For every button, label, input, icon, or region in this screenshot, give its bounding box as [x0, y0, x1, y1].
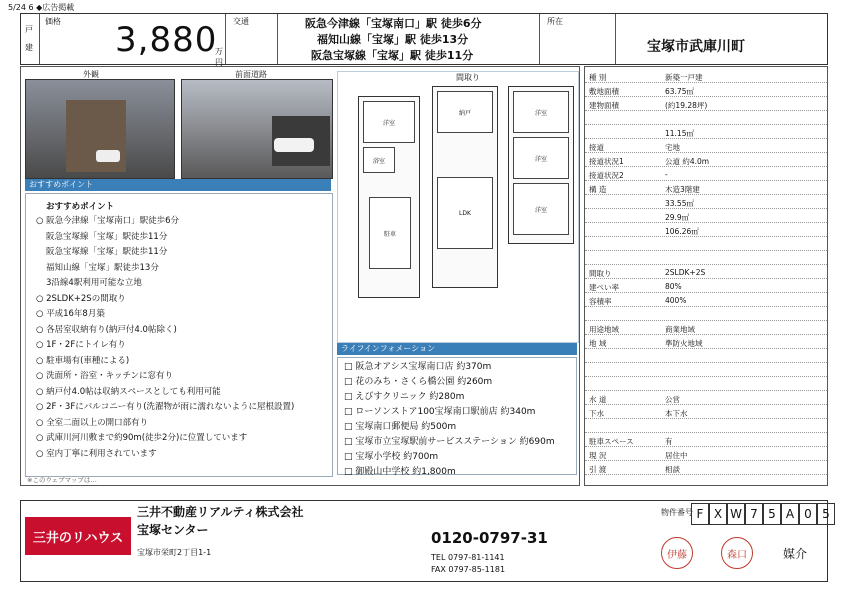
floorplan-1f: 洋室 浴室 駐車: [358, 96, 420, 298]
stamp-2: 森口: [721, 537, 753, 569]
phone-free: 0120-0797-31: [431, 529, 548, 547]
spec-row: [585, 351, 827, 363]
spec-row: [585, 337, 827, 349]
spec-key: 間取り: [589, 269, 612, 278]
list-item: ○ 2F・3Fにバルコニー有り(洗濯物が雨に濡れないように屋根設置): [36, 402, 295, 412]
list-item: □ ローソンストア100宝塚南口駅前店 約340m: [344, 407, 536, 417]
spec-table: [584, 66, 828, 486]
list-item: □ 花のみち・さくら橋公園 約260m: [344, 377, 493, 387]
spec-row: [585, 85, 827, 97]
spec-key: 接道: [589, 143, 604, 152]
spec-key: 接道状況2: [589, 171, 624, 180]
price-cell: [39, 14, 226, 67]
floorplan-caption: 間取り: [456, 73, 480, 82]
location-cell: [615, 14, 827, 64]
branch-address: 宝塚市栄町2丁目1-1: [137, 548, 212, 557]
spec-row: [585, 71, 827, 83]
spec-value: 本下水: [665, 409, 688, 418]
list-item: 阪急宝塚線「宝塚」駅徒歩11分: [46, 231, 168, 242]
list-item: ○ 洗面所・浴室・キッチンに窓有り: [36, 371, 174, 381]
spec-value: 公営: [665, 395, 680, 404]
branch-name: 宝塚センター: [137, 523, 209, 537]
spec-value: 63.75㎡: [665, 87, 694, 96]
spec-key: 駐車スペース: [589, 437, 634, 446]
spec-row: [585, 309, 827, 321]
code-char: 5: [817, 503, 835, 525]
company-name: 三井不動産リアルティ株式会社: [137, 505, 304, 519]
road-photo: [181, 79, 333, 179]
spec-row: [585, 225, 827, 237]
location-label-cell: [539, 14, 616, 64]
stamp-1: 伊藤: [661, 537, 693, 569]
spec-key: 用途地域: [589, 325, 619, 334]
spec-key: 敷地面積: [589, 87, 619, 96]
spec-value: 106.26㎡: [665, 227, 699, 236]
spec-row: [585, 407, 827, 419]
list-item: □ 宝塚小学校 約700m: [344, 452, 439, 462]
list-item: ○ 駐車場有(車種による): [36, 355, 130, 366]
list-item: ○ 平成16年8月築: [36, 309, 105, 319]
spec-key: 建ぺい率: [589, 283, 619, 292]
access-line-2: 福知山線「宝塚」駅 徒歩13分: [317, 33, 469, 46]
location-value: 宝塚市武庫川町: [647, 39, 745, 55]
tel: TEL 0797-81-1141: [431, 553, 505, 562]
footer: [20, 500, 828, 582]
recommend-list: [36, 214, 294, 462]
exterior-photo: [25, 79, 175, 179]
code-char: 0: [799, 503, 817, 525]
spec-key: 現 況: [589, 451, 607, 460]
lifeinfo-title-bar: ライフインフォメーション: [337, 343, 577, 355]
spec-row: [585, 127, 827, 139]
spec-value: 相談: [665, 465, 680, 474]
list-item: 3沿線4駅利用可能な立地: [46, 278, 142, 288]
spec-row: [585, 183, 827, 195]
location-label: 所在: [547, 17, 563, 26]
spec-value: 29.9㎡: [665, 213, 690, 222]
header-note: 5/24 6 ◆広告掲載: [8, 3, 75, 12]
spec-value: 新築一戸建: [665, 73, 703, 82]
code-char: F: [691, 503, 709, 525]
list-item: ○ 2SLDK+2Sの間取り: [36, 293, 126, 304]
spec-row: [585, 323, 827, 335]
spec-value: (約19.28坪): [665, 101, 708, 110]
spec-value: 33.55㎡: [665, 199, 694, 208]
spec-row: [585, 449, 827, 461]
lifeinfo-box: [337, 357, 577, 475]
recommend-heading: おすすめポイント: [46, 202, 115, 212]
spec-key: 接道状況1: [589, 157, 624, 166]
list-item: □ 宝塚南口郵便局 約500m: [344, 422, 457, 432]
list-item: ○ 納戸付4.0帖は収納スペースとしても利用可能: [36, 386, 221, 397]
spec-value: 11.15㎡: [665, 129, 694, 138]
price-unit: 万円: [215, 47, 223, 67]
spec-row: [585, 365, 827, 377]
spec-row: [585, 267, 827, 279]
spec-row: [585, 393, 827, 405]
floorplan-area: [337, 71, 579, 343]
spec-row: [585, 169, 827, 181]
floorplan-2f: 納戸 LDK: [432, 86, 498, 288]
exterior-caption: 外観: [83, 70, 99, 79]
list-item: 阪急宝塚線「宝塚」駅徒歩11分: [46, 247, 168, 257]
spec-row: [585, 379, 827, 391]
access-cell: [277, 14, 540, 64]
spec-key: 容積率: [589, 297, 612, 306]
spec-row: [585, 421, 827, 433]
summary-box: [20, 13, 828, 65]
spec-row: [585, 113, 827, 125]
spec-value: 居住中: [665, 451, 688, 460]
spec-row: [585, 281, 827, 293]
property-code: [691, 503, 835, 525]
spec-row: [585, 155, 827, 167]
access-line-1: 阪急今津線「宝塚南口」駅 徒歩6分: [305, 17, 482, 30]
disclaimer: ※このウェブマップは…: [27, 476, 97, 484]
spec-key: 下水: [589, 409, 604, 418]
list-item: ○ 全室二面以上の開口部有り: [36, 417, 149, 428]
trade-label: 媒介: [783, 547, 808, 561]
spec-value: 2SLDK+2S: [665, 268, 706, 277]
code-char: 5: [763, 503, 781, 525]
spec-row: [585, 99, 827, 111]
spec-key: 種 別: [589, 73, 607, 82]
type-cell: [21, 14, 40, 64]
spec-row: [585, 435, 827, 447]
spec-key: 地 域: [589, 339, 607, 348]
spec-row: [585, 141, 827, 153]
type-label-1: 戸: [25, 25, 33, 34]
spec-key: 建物面積: [589, 101, 619, 110]
recommend-box: [25, 193, 333, 477]
code-char: W: [727, 503, 745, 525]
list-item: ○ 武庫川河川敷まで約90m(徒歩2分)に位置しています: [36, 433, 248, 443]
fax: FAX 0797-85-1181: [431, 565, 506, 574]
spec-value: 商業地域: [665, 325, 695, 334]
spec-key: 水 道: [589, 395, 607, 404]
code-char: A: [781, 503, 799, 525]
access-line-3: 阪急宝塚線「宝塚」駅 徒歩11分: [311, 49, 474, 62]
spec-value: 準防火地域: [665, 339, 703, 348]
spec-value: 公道 約4.0m: [665, 157, 710, 166]
spec-row: [585, 197, 827, 209]
code-char: 7: [745, 503, 763, 525]
type-label-2: 建: [25, 43, 33, 52]
access-label: 交通: [233, 17, 249, 26]
list-item: □ 宝塚市立宝塚駅前サービスステーション 約690m: [344, 437, 555, 447]
price-value: 3,880: [115, 20, 218, 60]
list-item: ○ 室内丁寧に利用されています: [36, 448, 157, 459]
code-char: X: [709, 503, 727, 525]
floorplan-3f: 洋室 洋室 洋室: [508, 86, 574, 244]
list-item: □ 阪急オアシス宝塚南口店 約370m: [344, 362, 492, 372]
road-caption: 前面道路: [235, 70, 267, 79]
spec-row: [585, 239, 827, 251]
spec-value: 宅地: [665, 143, 680, 152]
spec-row: [585, 253, 827, 265]
spec-key: 構 造: [589, 185, 607, 194]
price-label: 価格: [45, 17, 61, 26]
spec-value: 80%: [665, 282, 682, 291]
spec-value: 400%: [665, 296, 687, 305]
spec-row: [585, 211, 827, 223]
spec-value: 有: [665, 437, 673, 446]
spec-key: 引 渡: [589, 465, 607, 474]
main-panel: [20, 66, 580, 486]
company-logo: 三井のリハウス: [25, 517, 131, 555]
list-item: ○ 1F・2Fにトイレ有り: [36, 340, 126, 350]
spec-value: 木造3階建: [665, 185, 700, 194]
list-item: ○ 各居室収納有り(納戸付4.0帖除く): [36, 324, 177, 335]
list-item: □ えびすクリニック 約280m: [344, 392, 465, 402]
access-label-cell: [225, 14, 278, 64]
spec-value: -: [665, 170, 668, 179]
code-label: 物件番号: [661, 508, 693, 517]
list-item: ○ 阪急今津線「宝塚南口」駅徒歩6分: [36, 216, 180, 226]
spec-row: [585, 295, 827, 307]
spec-row: [585, 463, 827, 475]
list-item: 福知山線「宝塚」駅徒歩13分: [46, 262, 159, 273]
recommend-title-bar: おすすめポイント: [25, 179, 331, 191]
list-item: □ 御殿山中学校 約1,800m: [344, 467, 456, 477]
